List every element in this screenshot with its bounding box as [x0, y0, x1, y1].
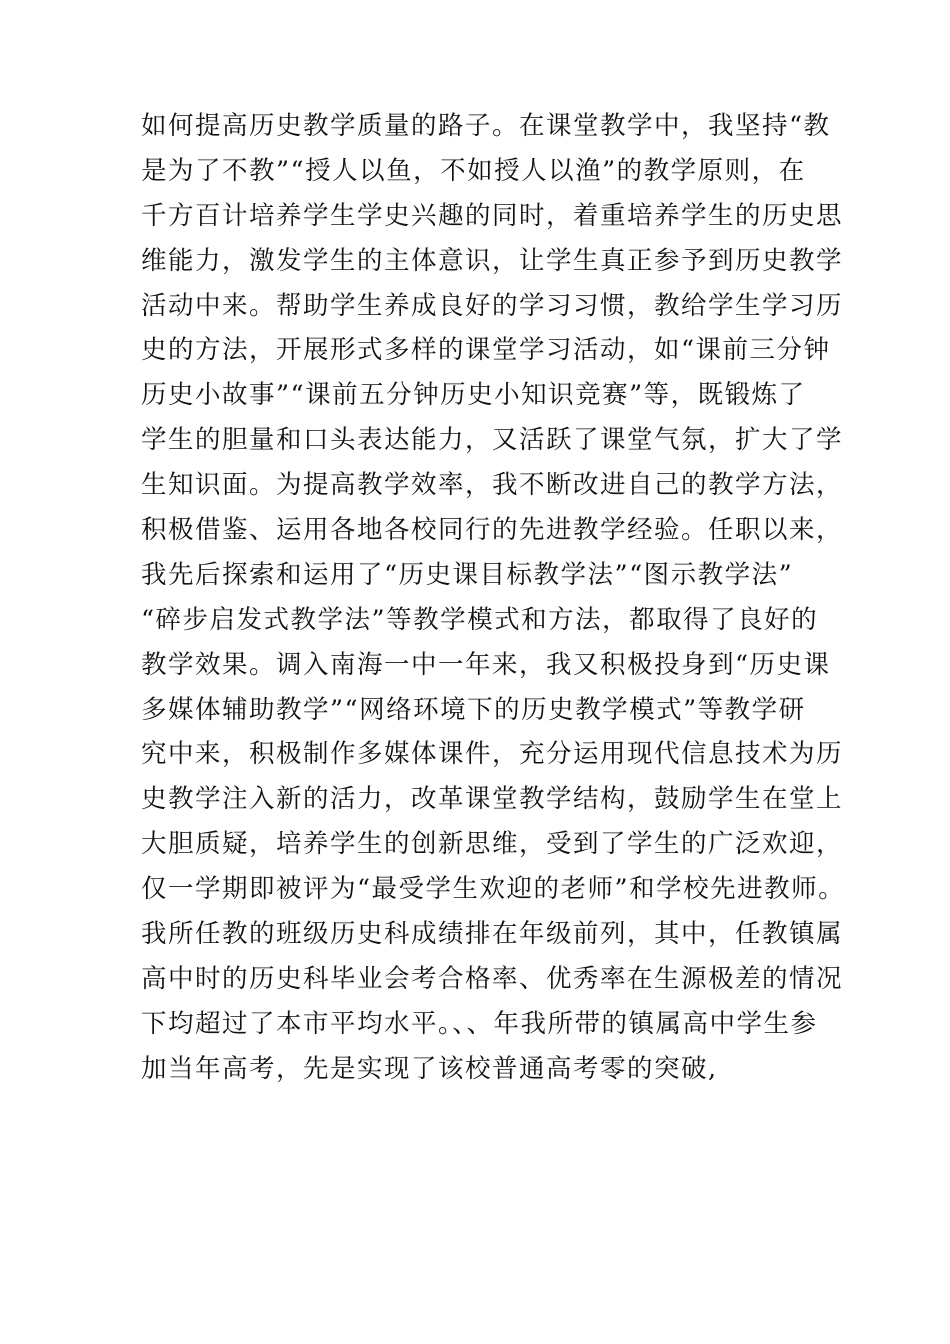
text-line: 我先后探索和运用了“历史课目标教学法”“图示教学法”: [141, 559, 794, 590]
text-line: 多媒体辅助教学”“网络环境下的历史教学模式”等教学研: [141, 694, 806, 725]
text-line: 史教学注入新的活力，改革课堂教学结构，鼓励学生在堂上: [141, 784, 844, 815]
text-line: 仅一学期即被评为“最受学生欢迎的老师”和学校先进教师。: [141, 874, 846, 905]
text-line: 活动中来。帮助学生养成良好的学习习惯，教给学生学习历: [141, 290, 844, 321]
text-line: 千方百计培养学生学史兴趣的同时，着重培养学生的历史思: [141, 200, 844, 231]
text-line: 加当年高考，先是实现了该校普通高考零的突破,: [141, 1053, 718, 1084]
text-line: 是为了不教”“授人以鱼，不如授人以渔”的教学原则，在: [141, 155, 806, 186]
text-line: 如何提高历史教学质量的路子。在课堂教学中，我坚持“教: [141, 111, 831, 141]
body-text: [141, 104, 846, 1092]
text-line: 维能力，激发学生的主体意识，让学生真正参予到历史教学: [141, 245, 844, 276]
text-line: 大胆质疑，培养学生的创新思维，受到了学生的广泛欢迎，: [141, 829, 844, 860]
text-line: 学生的胆量和口头表达能力，又活跃了课堂气氛，扩大了学: [141, 425, 844, 456]
text-line: 我所任教的班级历史科成绩排在年级前列，其中，任教镇属: [141, 919, 844, 950]
text-line: 历史小故事”“课前五分钟历史小知识竞赛”等，既锻炼了: [141, 380, 806, 411]
text-line: “碎步启发式教学法”等教学模式和方法，都取得了良好的: [141, 604, 819, 635]
text-line: 生知识面。为提高教学效率，我不断改进自己的教学方法，: [141, 470, 844, 501]
text-line: 积极借鉴、运用各地各校同行的先进教学经验。任职以来，: [141, 515, 844, 546]
text-line: 究中来，积极制作多媒体课件，充分运用现代信息技术为历: [141, 739, 844, 770]
text-line: 下均超过了本市平均水平。、、年我所带的镇属高中学生参: [141, 1008, 818, 1039]
text-line: 高中时的历史科毕业会考合格率、优秀率在生源极差的情况: [141, 963, 844, 994]
text-line: 教学效果。调入南海一中一年来，我又积极投身到“历史课: [141, 649, 831, 680]
text-line: 史的方法，开展形式多样的课堂学习活动，如“课前三分钟: [141, 335, 831, 366]
